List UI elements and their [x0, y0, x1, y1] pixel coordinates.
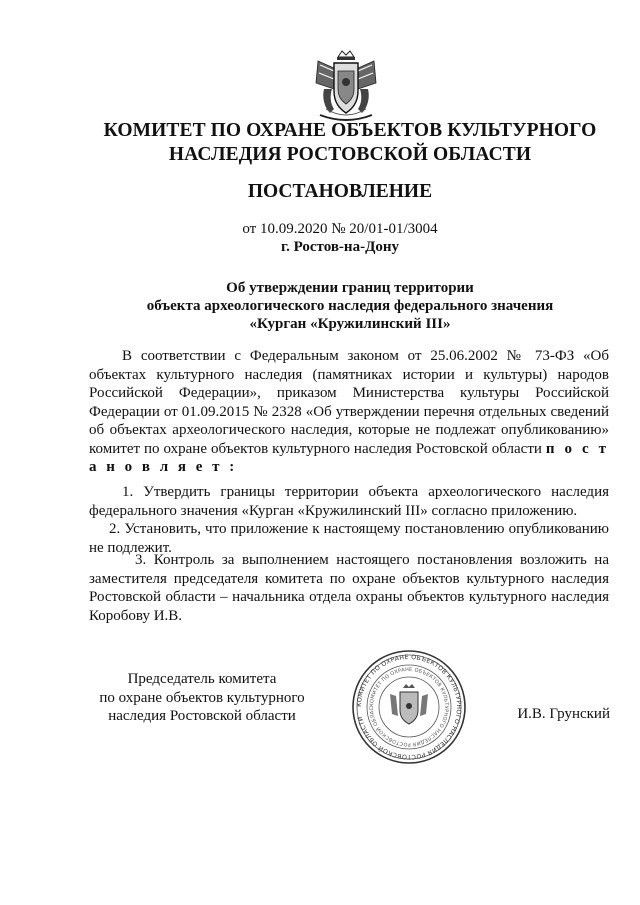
item-1-paragraph: 1. Утвердить границы территории объекта археологического наследия федерального значения «Курган «Кружилинский III» согласно приложению.	[89, 484, 609, 519]
signatory-title-line-1: Председатель комитета	[127, 671, 277, 687]
seal-inner-text: КОМИТЕТ ПО ОХРАНЕ ОБЪЕКТОВ КУЛЬТУРНОГО НАСЛЕДИЯ РОСТОВСКОЙ ОБЛАС	[368, 666, 450, 748]
coat-of-arms-icon	[304, 49, 388, 125]
intro-text: В соответствии с Федеральным законом от 25.06.2002 № 73-ФЗ «Об объектах культурного наследия (памятниках истории и культуры) народов Российской Федерации», приказом Министерства культуры Российской Федерации от 01.09.2015 № 2328 «Об утверждении перечня отдельных сведений об объектах археологического наследия, которые не подлежат опубликованию» комитет по охране объектов культурного наследия Ростовской области	[89, 348, 609, 457]
subject-line-2: объекта археологического наследия федерального значения	[146, 298, 554, 314]
committee-line-1: КОМИТЕТ ПО ОХРАНЕ ОБЪЕКТОВ КУЛЬТУРНОГО	[103, 120, 597, 141]
document-type: ПОСТАНОВЛЕНИЕ	[247, 181, 433, 202]
document-date-number: от 10.09.2020 № 20/01-01/3004	[242, 221, 438, 237]
official-seal-icon	[350, 648, 468, 766]
signatory-title-line-2: по охране объектов культурного	[99, 689, 305, 706]
signatory-title	[82, 670, 322, 726]
signatory-name: И.В. Грунский	[517, 706, 610, 722]
subject-line-3: «Курган «Кружилинский III»	[249, 316, 451, 332]
seal-text: КОМИТЕТ ПО ОХРАНЕ ОБЪЕКТОВ КУЛЬТУРНОГО НАСЛЕДИЯ РОСТОВСКОЙ ОБЛАСТИ	[355, 653, 463, 761]
subject-line-1: Об утверждении границ территории	[226, 280, 474, 296]
signatory-title-line-3: наследия Ростовской области	[108, 708, 296, 724]
document-place: г. Ростов-на-Дону	[280, 239, 400, 255]
intro-paragraph	[89, 347, 609, 477]
committee-line-2: НАСЛЕДИЯ РОСТОВСКОЙ ОБЛАСТИ	[168, 144, 532, 165]
committee-name	[60, 119, 640, 167]
item-3-paragraph: 3. Контроль за выполнением настоящего постановления возложить на заместителя председателя комитета по охране объектов культурного наследия Ростовской области – начальника отдела охраны объектов культурного наследия Коробову И.В.	[89, 552, 609, 624]
item-2-paragraph: 2. Установить, что приложение к настоящему постановлению опубликованию не подлежит.	[89, 521, 609, 556]
document-subject	[120, 279, 580, 333]
resolves-keyword: п о с т а н о в л я е т :	[89, 440, 610, 475]
